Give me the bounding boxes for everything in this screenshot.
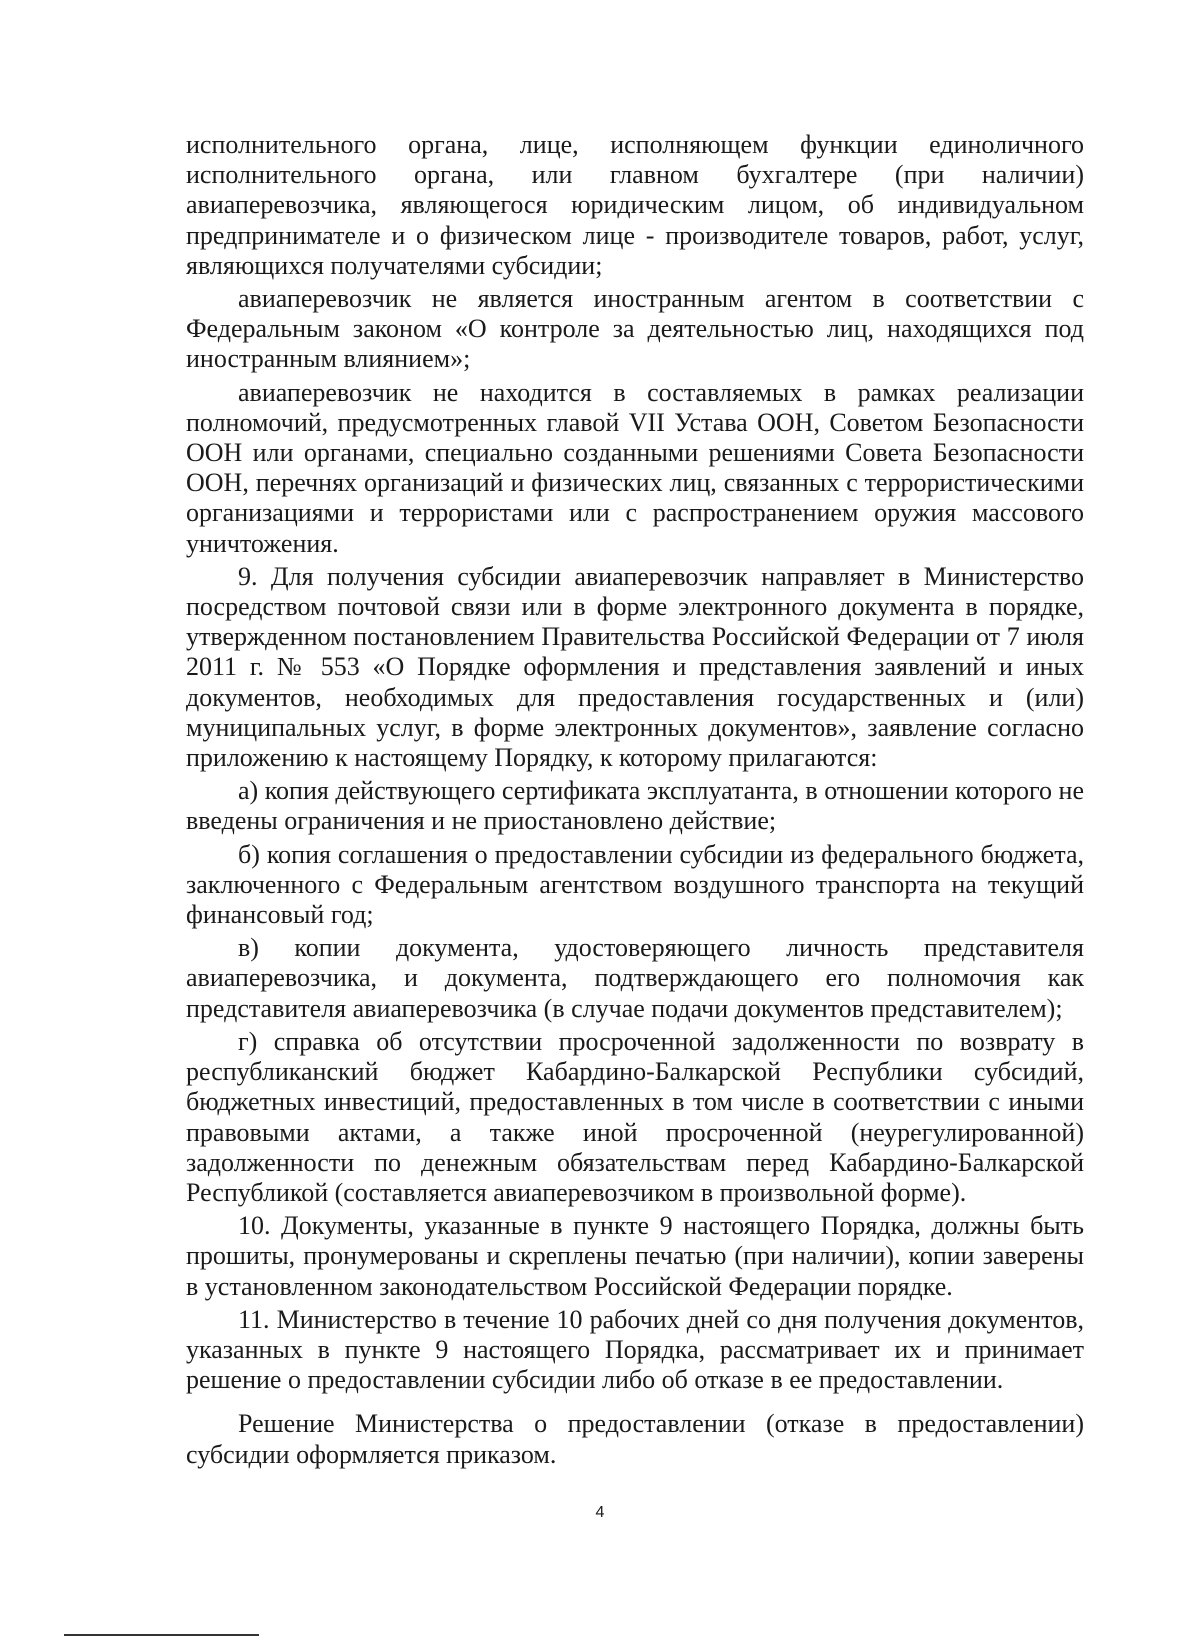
paragraph-item-9-b: б) копия соглашения о предоставлении субсидии из федерального бюджета, заключенного с Федеральным агентством воздушного транспорта на текущий финансовый год; bbox=[186, 839, 1084, 930]
paragraph-item-9-a: а) копия действующего сертификата эксплуатанта, в отношении которого не введены ограничения и не приостановлено действие; bbox=[186, 776, 1084, 836]
paragraph-item-9-v: в) копии документа, удостоверяющего личность представителя авиаперевозчика, и документа, подтверждающего его полномочия как представителя авиаперевозчика (в случае подачи документов представителем); bbox=[186, 933, 1084, 1023]
paragraph-decision: Решение Министерства о предоставлении (отказе в предоставлении) субсидии оформляется приказом. bbox=[186, 1409, 1084, 1469]
paragraph-foreign-agent: авиаперевозчик не является иностранным агентом в соответствии с Федеральным законом «О контроле за деятельностью лиц, находящихся под иностранным влиянием»; bbox=[186, 284, 1084, 374]
paragraph-officials-info: исполнительного органа, лице, исполняющем функции единоличного исполнительного органа, или главном бухгалтере (при наличии) авиаперевозчика, являющегося юридическим лицом, об индивидуальном предпринимателе и о физическом лице - производителе товаров, работ, услуг, являющихся получателями субсидии; bbox=[186, 130, 1084, 280]
document-body bbox=[186, 130, 1084, 1473]
footnote-divider bbox=[64, 1634, 259, 1636]
page-number: 4 bbox=[595, 1504, 605, 1521]
paragraph-item-11: 11. Министерство в течение 10 рабочих дней со дня получения документов, указанных в пункте 9 настоящего Порядка, рассматривает их и принимает решение о предоставлении субсидии либо об отказе в ее предоставлении. bbox=[186, 1304, 1084, 1395]
paragraph-item-9-g: г) справка об отсутствии просроченной задолженности по возврату в республиканский бюджет Кабардино-Балкарской Республики субсидий, бюджетных инвестиций, предоставленных в том числе в соответствии с иными правовыми актами, а также иной просроченной (неурегулированной) задолженности по денежным обязательствам перед Кабардино-Балкарской Республикой (составляется авиаперевозчиком в произвольной форме). bbox=[186, 1026, 1084, 1207]
paragraph-un-lists: авиаперевозчик не находится в составляемых в рамках реализации полномочий, предусмотренных главой VII Устава ООН, Советом Безопасности ООН или органами, специально созданными решениями Совета Безопасности ООН, перечнях организаций и физических лиц, связанных с террористическими организациями и террористами или с распространением оружия массового уничтожения. bbox=[186, 377, 1084, 558]
paragraph-item-10: 10. Документы, указанные в пункте 9 настоящего Порядка, должны быть прошиты, пронумерованы и скреплены печатью (при наличии), копии заверены в установленном законодательством Российской Федерации порядке. bbox=[186, 1211, 1084, 1301]
paragraph-item-9: 9. Для получения субсидии авиаперевозчик направляет в Министерство посредством почтовой связи или в форме электронного документа в порядке, утвержденном постановлением Правительства Российской Федерации от 7 июля 2011 г. № 553 «О Порядке оформления и представления заявлений и иных документов, необходимых для предоставления государственных и (или) муниципальных услуг, в форме электронных документов», заявление согласно приложению к настоящему Порядку, к которому прилагаются: bbox=[186, 561, 1084, 773]
